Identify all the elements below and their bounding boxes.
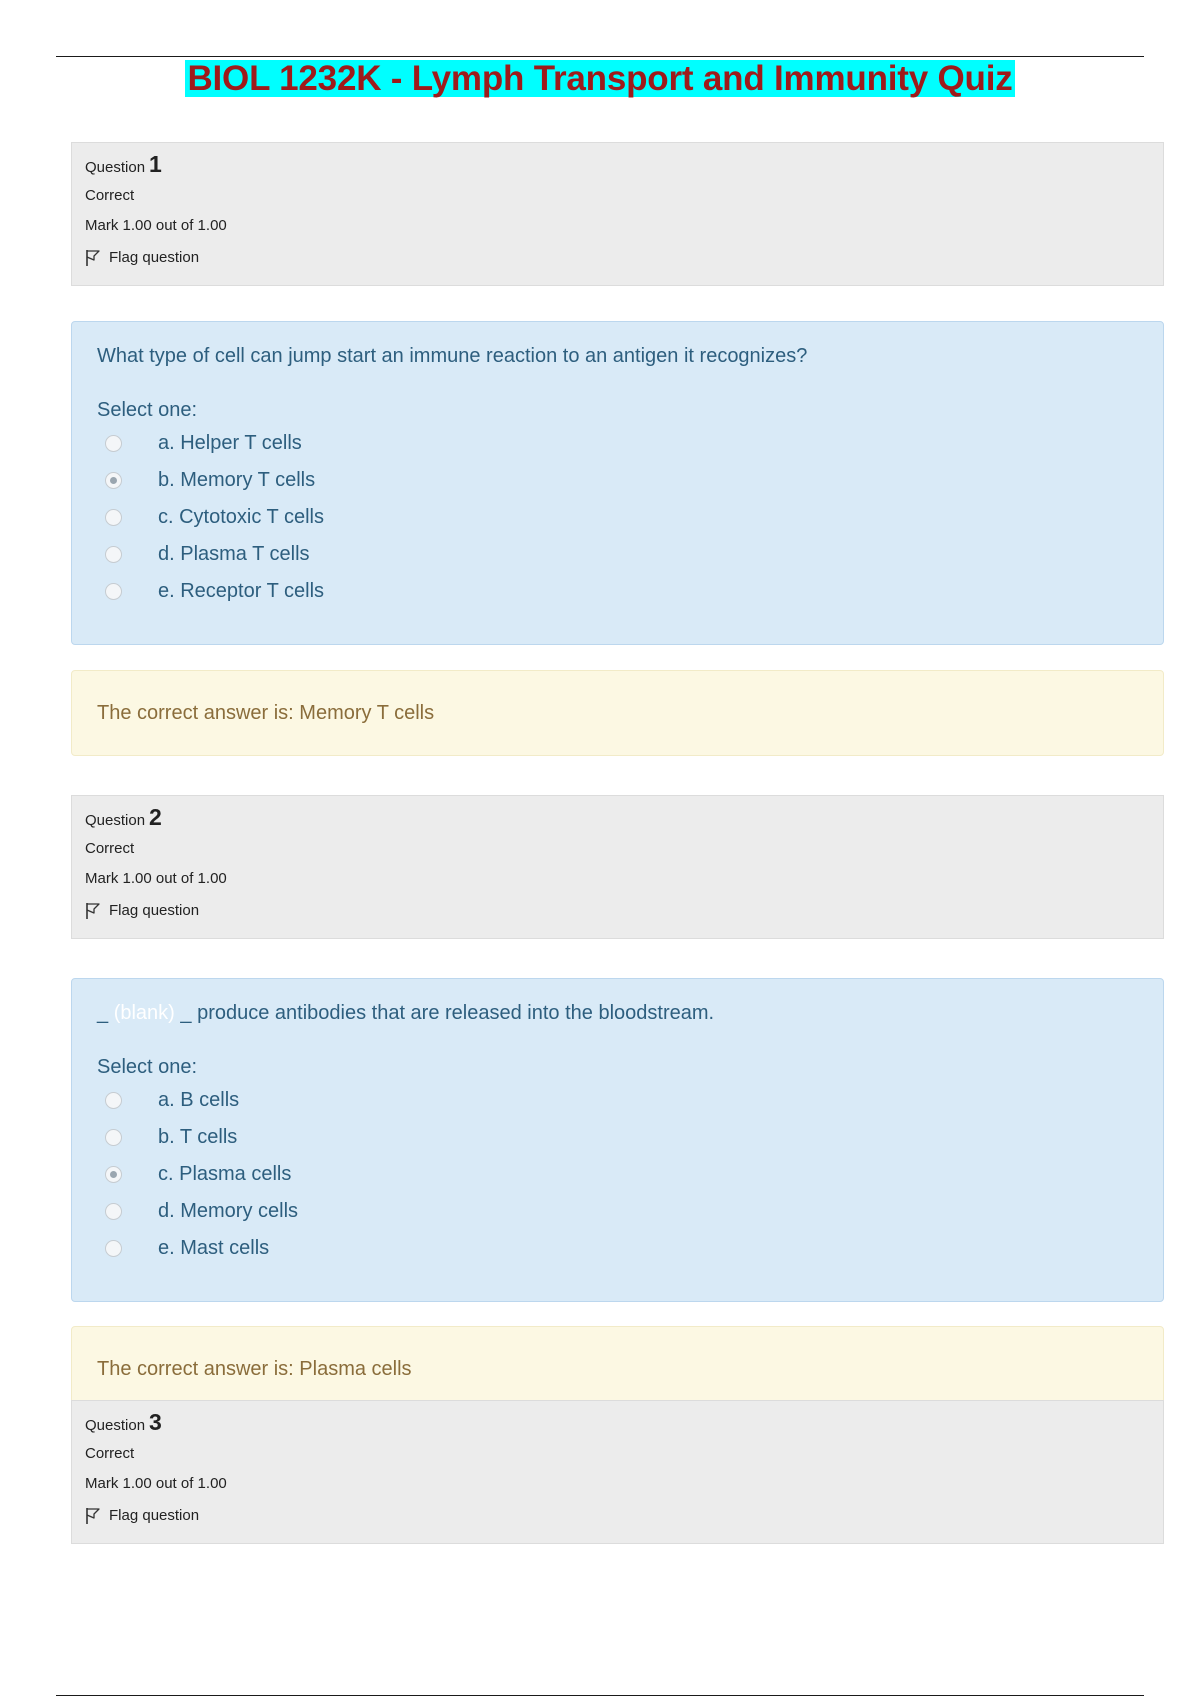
question-state: Correct	[85, 840, 135, 857]
flag-question-label: Flag question	[109, 249, 200, 266]
answer-option[interactable]	[97, 1193, 1138, 1230]
top-rule	[56, 56, 1144, 57]
flag-question-label: Flag question	[109, 1507, 200, 1524]
question-number-value: 2	[149, 804, 162, 830]
answer-option-label: a. B cells	[158, 1089, 240, 1111]
answer-option[interactable]	[97, 499, 1138, 536]
radio-button[interactable]	[105, 1166, 122, 1183]
question-state: Correct	[85, 187, 135, 204]
flag-question-link[interactable]	[85, 894, 1150, 928]
answer-option-label: c. Cytotoxic T cells	[158, 506, 324, 528]
flag-question-label: Flag question	[109, 902, 200, 919]
radio-button[interactable]	[105, 1203, 122, 1220]
question-mark: Mark 1.00 out of 1.00	[85, 217, 227, 234]
answer-option-label: a. Helper T cells	[158, 432, 302, 454]
answer-option-label: e. Receptor T cells	[158, 580, 325, 602]
answer-option[interactable]	[97, 425, 1138, 462]
title-container	[0, 60, 1200, 97]
question-mark: Mark 1.00 out of 1.00	[85, 1475, 227, 1492]
question-2-content	[71, 978, 1164, 1302]
question-number	[85, 804, 1150, 834]
answer-option[interactable]	[97, 1119, 1138, 1156]
answer-option[interactable]	[97, 573, 1138, 610]
answer-option[interactable]	[97, 462, 1138, 499]
question-label: Question	[85, 1417, 146, 1434]
answer-option-label: d. Memory cells	[158, 1200, 299, 1222]
question-text-post: What type of cell can jump start an immune reaction to an antigen it recognizes?	[97, 345, 808, 367]
question-text-post: _ produce antibodies that are released into the bloodstream.	[180, 1002, 715, 1024]
page-title: BIOL 1232K - Lymph Transport and Immunity Quiz	[187, 59, 1013, 98]
question-1-feedback: The correct answer is: Memory T cells	[71, 670, 1164, 756]
question-1-content	[71, 321, 1164, 645]
answer-options	[97, 1082, 1138, 1267]
answer-option[interactable]	[97, 536, 1138, 573]
radio-button[interactable]	[105, 583, 122, 600]
answer-option-label: b. Memory T cells	[158, 469, 316, 491]
answer-option[interactable]	[97, 1230, 1138, 1267]
question-1-info	[71, 142, 1164, 286]
bottom-rule	[56, 1695, 1144, 1696]
flag-icon	[85, 249, 101, 267]
radio-button[interactable]	[105, 1092, 122, 1109]
radio-button[interactable]	[105, 435, 122, 452]
select-one-label: Select one:	[97, 1056, 198, 1078]
question-label: Question	[85, 812, 146, 829]
answer-options	[97, 425, 1138, 610]
answer-option-label: d. Plasma T cells	[158, 543, 310, 565]
question-state: Correct	[85, 1445, 135, 1462]
question-text-pre: _	[97, 1002, 109, 1024]
question-text	[97, 1001, 1138, 1035]
radio-button[interactable]	[105, 509, 122, 526]
flag-question-link[interactable]	[85, 241, 1150, 275]
question-number-value: 3	[149, 1409, 162, 1435]
question-number-value: 1	[149, 151, 162, 177]
radio-button[interactable]	[105, 546, 122, 563]
radio-button[interactable]	[105, 1240, 122, 1257]
question-text	[97, 344, 1138, 378]
flag-icon	[85, 1507, 101, 1525]
radio-button[interactable]	[105, 472, 122, 489]
flag-question-link[interactable]	[85, 1499, 1150, 1533]
answer-option[interactable]	[97, 1082, 1138, 1119]
answer-option-label: c. Plasma cells	[158, 1163, 292, 1185]
question-2-info	[71, 795, 1164, 939]
question-2-feedback: The correct answer is: Plasma cells	[71, 1326, 1164, 1412]
question-label: Question	[85, 159, 146, 176]
select-one-label: Select one:	[97, 399, 198, 421]
answer-option-label: e. Mast cells	[158, 1237, 270, 1259]
question-number	[85, 1409, 1150, 1439]
question-3-info	[71, 1400, 1164, 1544]
question-blank: (blank)	[113, 1002, 175, 1024]
answer-option[interactable]	[97, 1156, 1138, 1193]
question-mark: Mark 1.00 out of 1.00	[85, 870, 227, 887]
answer-option-label: b. T cells	[158, 1126, 238, 1148]
flag-icon	[85, 902, 101, 920]
question-number	[85, 151, 1150, 181]
radio-button[interactable]	[105, 1129, 122, 1146]
